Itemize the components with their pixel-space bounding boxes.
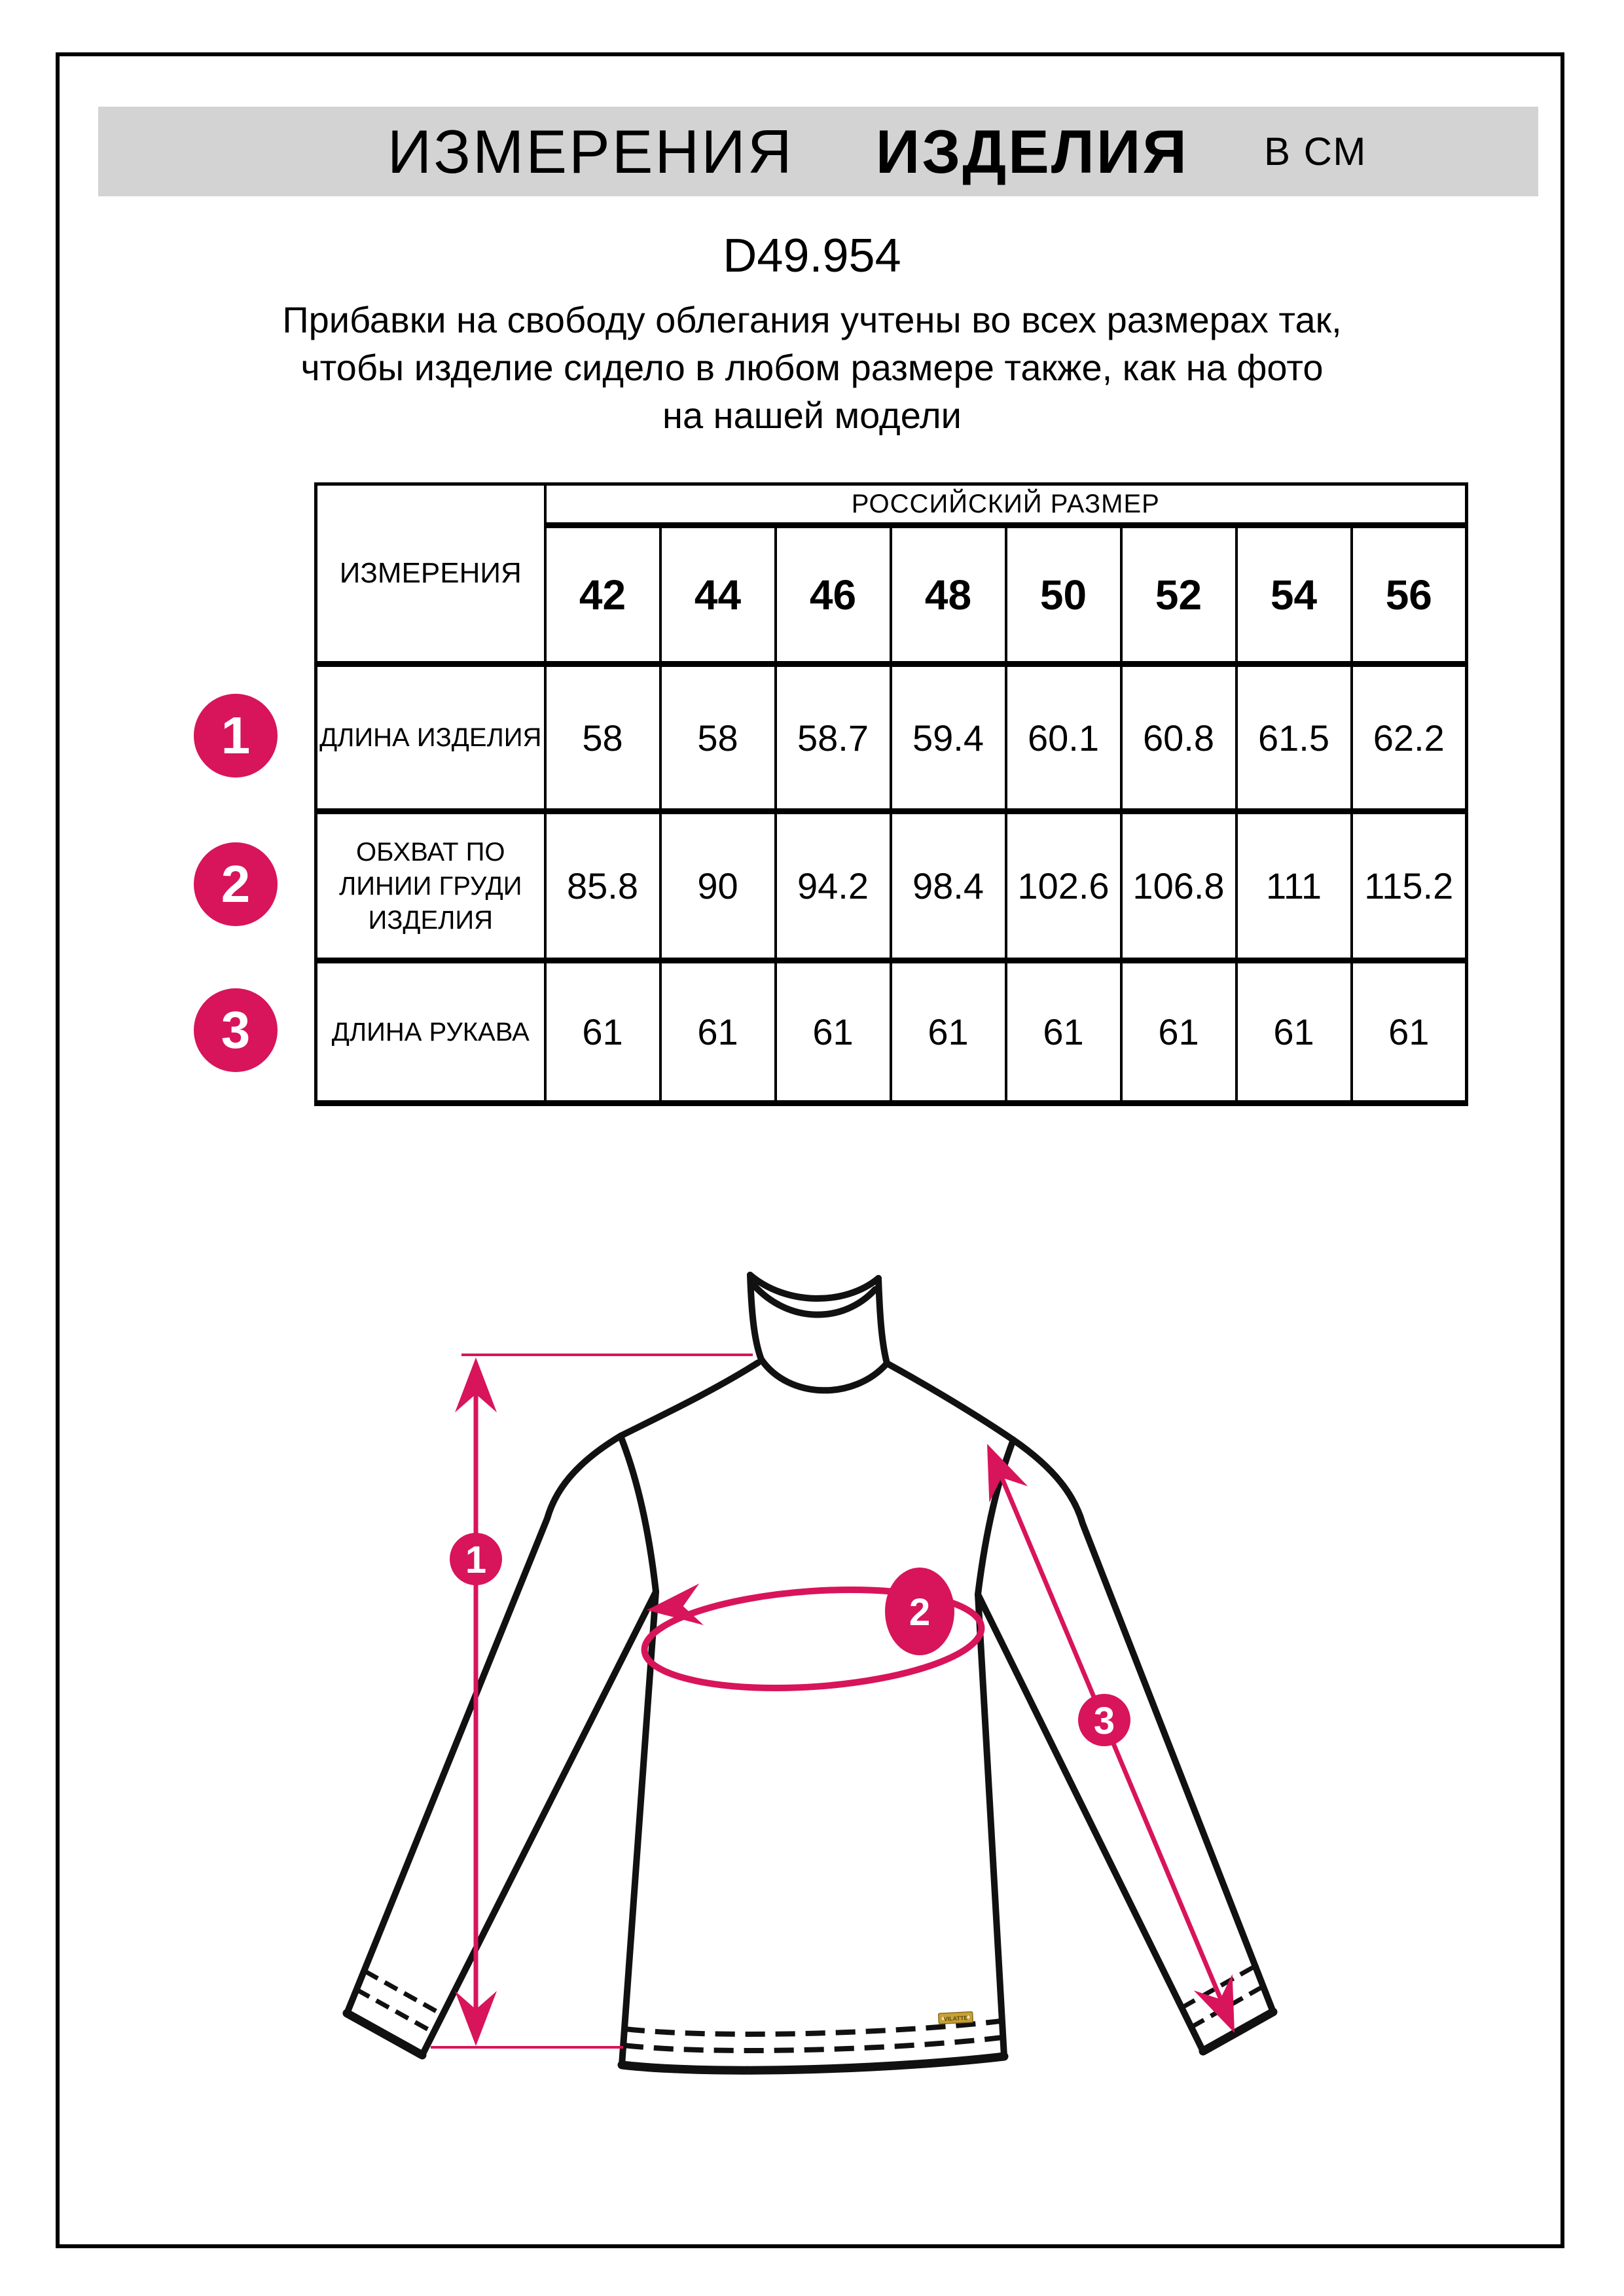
brand-label-text: VILATTE bbox=[943, 2015, 968, 2022]
table-cell: 102.6 bbox=[1006, 812, 1121, 961]
size-column-header: 54 bbox=[1236, 526, 1352, 664]
product-code: D49.954 bbox=[723, 230, 901, 282]
table-cell: 61 bbox=[660, 961, 776, 1103]
hem-stitch-bottom bbox=[624, 2037, 1002, 2051]
table-cell: 98.4 bbox=[891, 812, 1006, 961]
table-cell: 115.2 bbox=[1352, 812, 1467, 961]
table-cell: 61 bbox=[1352, 961, 1467, 1103]
title-measurements: ИЗМЕРЕНИЯ bbox=[387, 117, 794, 186]
size-column-header: 48 bbox=[891, 526, 1006, 664]
cuff-right-edge bbox=[1203, 2012, 1273, 2051]
table-cell: 85.8 bbox=[545, 812, 660, 961]
brand-label bbox=[939, 2012, 973, 2024]
measure-2-chest bbox=[641, 1568, 985, 1698]
table-cell: 61 bbox=[776, 961, 891, 1103]
table-cell: 59.4 bbox=[891, 664, 1006, 812]
size-column-header: 52 bbox=[1121, 526, 1236, 664]
table-cell: 61 bbox=[891, 961, 1006, 1103]
stitch-lines bbox=[357, 1967, 1262, 2051]
table-cell: 61 bbox=[1121, 961, 1236, 1103]
table-cell: 61 bbox=[545, 961, 660, 1103]
measure-badge-1-number: 1 bbox=[221, 706, 251, 764]
fit-note-line-2: чтобы изделие сидело в любом размере также, как на фото bbox=[300, 347, 1324, 388]
table-cell: 60.8 bbox=[1121, 664, 1236, 812]
table-cell: 58 bbox=[660, 664, 776, 812]
sleeve-right-inner bbox=[978, 1594, 1203, 2051]
sleeve-left-inner bbox=[422, 1592, 656, 2055]
cuff-left-stitch-2 bbox=[365, 1971, 440, 2013]
title-product: ИЗДЕЛИЯ bbox=[875, 117, 1189, 186]
table-cell: 61.5 bbox=[1236, 664, 1352, 812]
table-cell: 60.1 bbox=[1006, 664, 1121, 812]
size-column-header: 44 bbox=[660, 526, 776, 664]
table-cell: 61 bbox=[1006, 961, 1121, 1103]
diagram-badge-1-number: 1 bbox=[465, 1539, 487, 1581]
measure-3-sleeve bbox=[968, 1435, 1254, 2041]
cuff-left-edge bbox=[347, 2013, 422, 2055]
table-cell: 94.2 bbox=[776, 812, 891, 961]
shoulder-left bbox=[621, 1363, 758, 1436]
row-label-chest: ОБХВАТ ПО ЛИНИИ ГРУДИ ИЗДЕЛИЯ bbox=[316, 812, 545, 961]
measure-badge-2-number: 2 bbox=[221, 855, 251, 913]
row-label-sleeve: ДЛИНА РУКАВА bbox=[316, 961, 545, 1103]
title-unit-cm: В СМ bbox=[1263, 130, 1367, 173]
table-cell: 58.7 bbox=[776, 664, 891, 812]
fit-note-line-1: Прибавки на свободу облегания учтены во всех размерах так, bbox=[282, 299, 1342, 340]
size-column-header: 42 bbox=[545, 526, 660, 664]
table-cell: 61 bbox=[1236, 961, 1352, 1103]
armhole-left bbox=[621, 1436, 656, 1592]
fit-note-line-3: на нашей модели bbox=[662, 395, 962, 436]
measure-badge-3-number: 3 bbox=[221, 1001, 251, 1059]
size-column-header: 50 bbox=[1006, 526, 1121, 664]
table-cell: 90 bbox=[660, 812, 776, 961]
table-group-header: РОССИЙСКИЙ РАЗМЕР bbox=[545, 484, 1467, 526]
table-corner-header: ИЗМЕРЕНИЯ bbox=[316, 484, 545, 664]
size-column-header: 46 bbox=[776, 526, 891, 664]
collar-neck-seam bbox=[761, 1359, 887, 1390]
row-label-length: ДЛИНА ИЗДЕЛИЯ bbox=[316, 664, 545, 812]
diagram-badge-2-number: 2 bbox=[909, 1591, 931, 1634]
hem-edge bbox=[622, 2056, 1004, 2070]
collar-top-edge bbox=[750, 1275, 878, 1299]
collar-right-edge bbox=[878, 1278, 887, 1363]
table-cell: 106.8 bbox=[1121, 812, 1236, 961]
diagram-badge-3-number: 3 bbox=[1093, 1700, 1115, 1742]
table-cell: 58 bbox=[545, 664, 660, 812]
table-cell: 111 bbox=[1236, 812, 1352, 961]
body-side-right bbox=[978, 1594, 1004, 2056]
shoulder-right bbox=[887, 1363, 1013, 1440]
size-column-header: 56 bbox=[1352, 526, 1467, 664]
table-cell: 62.2 bbox=[1352, 664, 1467, 812]
